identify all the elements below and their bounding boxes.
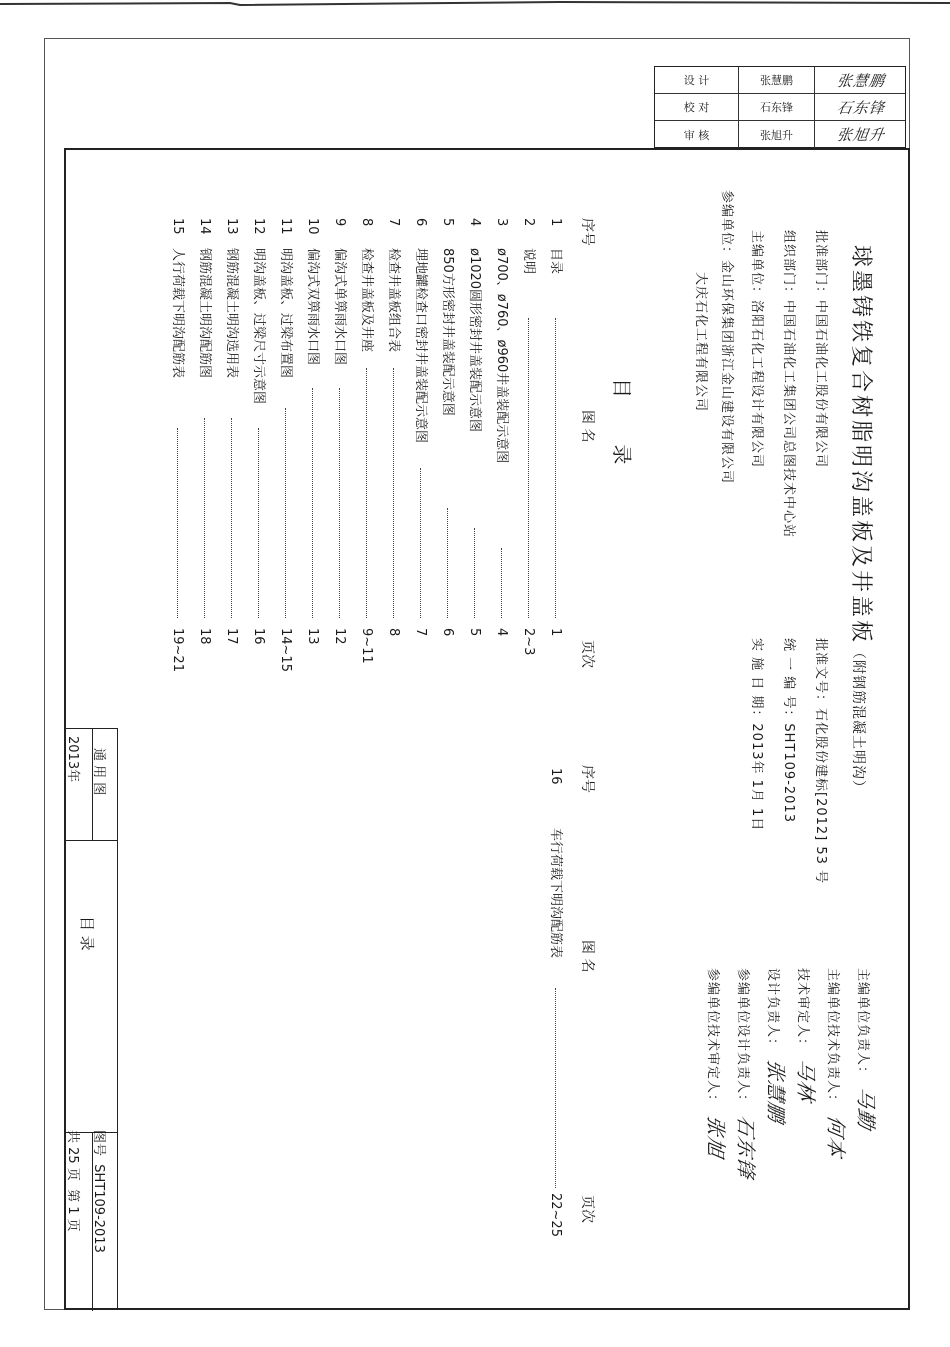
toc-row: 13钢筋混凝土明沟选用表 17 [224,218,239,645]
responsible-row: 参编单位技术审定人：张旭 [704,968,728,1160]
toc-row: 1目录 1 [548,218,563,637]
toc-row: 9偏沟式单箅雨水口图 12 [332,218,347,645]
sheet-title: 目 录 [78,916,96,951]
chief-unit-line: 主编单位：洛阳石化工程设计有限公司 [749,230,764,469]
approval-signature: 张慧鹏 [835,71,887,90]
participants-line: 参编单位：金山环保集团浙江金山建设有限公司 [719,190,734,485]
approval-name: 张慧鹏 [739,67,815,93]
title-block-sheet-title [65,841,117,1133]
toc-row: 4ø1020圆形密封井盖装配示意图 5 [467,218,482,637]
toc-row: 12明沟盖板、过梁尺寸示意图 16 [251,218,266,645]
approval-signature: 石东锋 [835,98,887,117]
toc-row: 7检查井盖板组合表 8 [386,218,401,637]
approval-row [655,67,905,94]
toc-row: 14钢筋混凝土明沟配筋图 18 [197,218,212,645]
toc-row: 11明沟盖板、过梁布置图 14~15 [278,218,293,672]
responsible-row: 主编单位技术负责人：何本 [824,968,848,1160]
toc-col-page-right: 页次 [579,1195,595,1223]
approval-role: 校 对 [655,94,739,120]
approval-role: 审 核 [655,121,739,148]
toc-heading: 目 录 [610,378,634,485]
approval-dept-line: 批准部门：中国石油化工股份有限公司 [813,230,828,469]
approval-table [654,66,906,148]
toc-col-no-right: 序号 [579,765,595,793]
page-count-row: 共 25 页 第 1 页 [65,1130,80,1232]
toc-col-name: 图 名 [579,410,595,443]
toc-row: 10偏沟式双箅雨水口图 13 [305,218,320,645]
document-title: 球墨铸铁复合树脂明沟盖板及井盖板（附钢筋混凝土明沟） [848,245,873,796]
impl-date-line: 实 施 日 期：2013年 1月 1日 [749,638,764,832]
scan-edge-line [0,0,950,6]
toc-col-name-right: 图 名 [579,940,595,973]
toc-row: 5850方形密封井盖装配示意图 6 [440,218,455,637]
responsible-row: 参编单位设计负责人：石东锋 [734,968,758,1181]
approval-row [655,121,905,148]
atlas-year: 2013年 [65,736,80,783]
toc-row-right: 16车行荷载下明沟配筋表 22~25 [548,768,563,1237]
toc-row: 3ø700、ø760、ø960井盖装配示意图 4 [494,218,509,637]
approval-name: 张旭升 [739,121,815,148]
approval-signature: 张旭升 [835,126,887,144]
approval-row [655,94,905,121]
responsible-row: 设计负责人：张慧鹏 [764,968,788,1125]
approval-doc-line: 批准文号：石化股份建标[2012] 53 号 [813,638,828,885]
org-dept-line: 组织部门：中国石油化工集团公司总图技术中心站 [781,230,796,539]
toc-row: 15人行荷载下明沟配筋表 19~21 [170,218,185,672]
participants-line-2: 大庆石化工程有限公司 [693,272,708,413]
toc-row: 8检查井盖板及井座 9~11 [359,218,374,664]
responsible-row: 主编单位负责人：马勤 [854,968,878,1132]
atlas-label: 通 用 图 [91,748,106,796]
responsible-row: 技术审定人：马林 [794,968,818,1104]
toc-row: 6埋地罐检查口密封井盖装配示意图 7 [413,218,428,637]
unified-no-line: 统 一 编 号：SHT109-2013 [781,638,796,823]
toc-row: 2说明 2~3 [521,218,536,656]
toc-col-no: 序号 [579,218,595,246]
drawing-no-row: 图号 SHT109-2013 [91,1130,106,1253]
approval-role: 设 计 [655,67,739,93]
approval-name: 石东锋 [739,94,815,120]
toc-col-page: 页次 [579,640,595,668]
